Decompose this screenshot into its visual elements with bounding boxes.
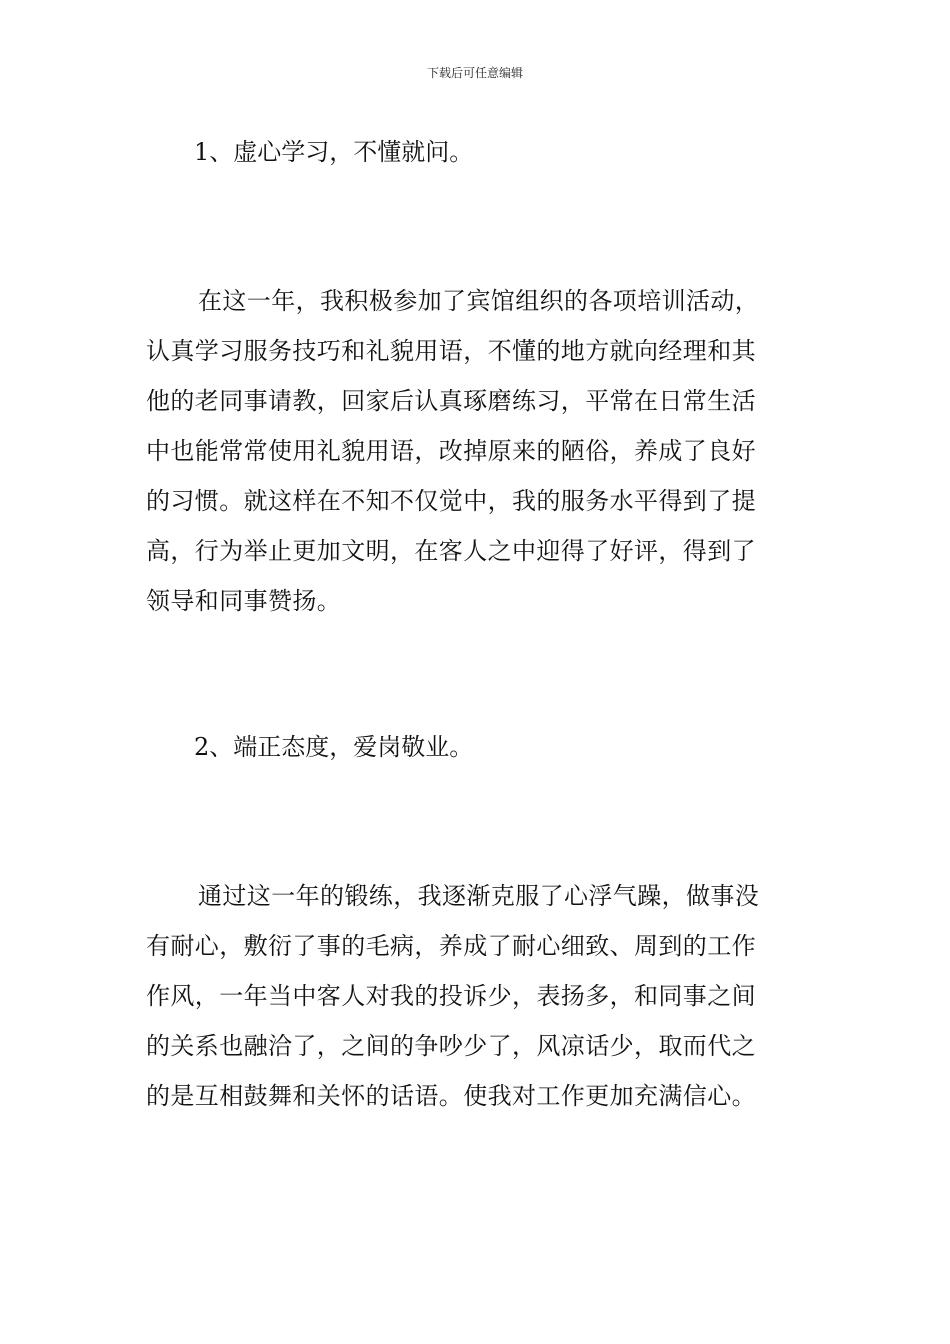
paragraph-line: 中也能常常使用礼貌用语，改掉原来的陋俗，养成了良好	[146, 437, 756, 465]
paragraph-line: 通过这一年的锻练，我逐渐克服了心浮气躁，做事没	[198, 882, 760, 910]
paragraph-line: 高，行为举止更加文明，在客人之中迎得了好评，得到了	[146, 537, 756, 565]
paragraph-line: 的关系也融洽了，之间的争吵少了，风凉话少，取而代之	[146, 1032, 756, 1060]
section-paragraph-1	[146, 276, 826, 626]
page-header: 下载后可任意编辑	[426, 66, 523, 80]
paragraph-line: 领导和同事赞扬。	[146, 587, 342, 615]
paragraph-line: 有耐心，敷衍了事的毛病，养成了耐心细致、周到的工作	[146, 932, 756, 960]
paragraph-line: 的习惯。就这样在不知不仅觉中，我的服务水平得到了提	[146, 487, 756, 515]
paragraph-line: 在这一年，我积极参加了宾馆组织的各项培训活动，	[198, 287, 760, 315]
paragraph-line: 的是互相鼓舞和关怀的话语。使我对工作更加充满信心。	[146, 1082, 756, 1110]
section-paragraph-2	[146, 871, 826, 1121]
paragraph-line: 作风，一年当中客人对我的投诉少，表扬多，和同事之间	[146, 982, 756, 1010]
paragraph-line: 认真学习服务技巧和礼貌用语，不懂的地方就向经理和其	[146, 337, 756, 365]
paragraph-line: 他的老同事请教，回家后认真琢磨练习，平常在日常生活	[146, 387, 756, 415]
section-heading-2: 2、端正态度，爱岗敬业。	[194, 733, 474, 761]
section-heading-1: 1、虚心学习，不懂就问。	[194, 138, 474, 166]
